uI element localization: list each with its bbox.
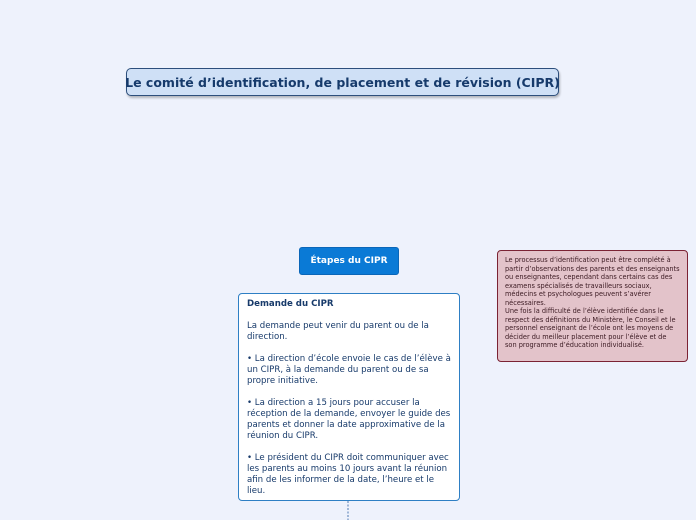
card-paragraph: • Le président du CIPR doit communiquer avec les parents au moins 10 jours avant la réunion afin de les informer de la date, l’heure et le lieu. (247, 453, 449, 496)
stage-node[interactable] (299, 247, 399, 275)
card-heading: Demande du CIPR (247, 299, 334, 309)
map-title[interactable] (126, 68, 559, 96)
request-topic-card[interactable] (238, 293, 460, 501)
card-paragraph: La demande peut venir du parent ou de la direction. (247, 321, 429, 342)
note-paragraph: Une fois la difficulté de l’élève identifiée dans le respect des définitions du Ministère, le Conseil et le personnel enseignant de l’école ont les moyens de décider du meilleur placement pour l’élève et de son programme d’éducation individualisé. (505, 307, 676, 349)
connector-line (346, 501, 350, 520)
identification-note[interactable] (497, 250, 688, 362)
map-title-text: Le comité d’identification, de placement et de révision (CIPR) (125, 74, 560, 90)
card-paragraph: • La direction a 15 jours pour accuser la réception de la demande, envoyer le guide des parents et donner la date approximative de la réunion du CIPR. (247, 398, 451, 441)
stage-node-label: Étapes du CIPR (310, 256, 388, 266)
note-paragraph: Le processus d’identification peut être complété à partir d’observations des parents et des enseignants ou enseignantes, cependant dans certains cas des examens spécialisés de travailleurs sociaux, médecins et psychologues peuvent s’avérer nécessaires. (505, 256, 680, 307)
card-paragraph: • La direction d’école envoie le cas de l’élève à un CIPR, à la demande du parent ou de sa propre initiative. (247, 354, 451, 386)
